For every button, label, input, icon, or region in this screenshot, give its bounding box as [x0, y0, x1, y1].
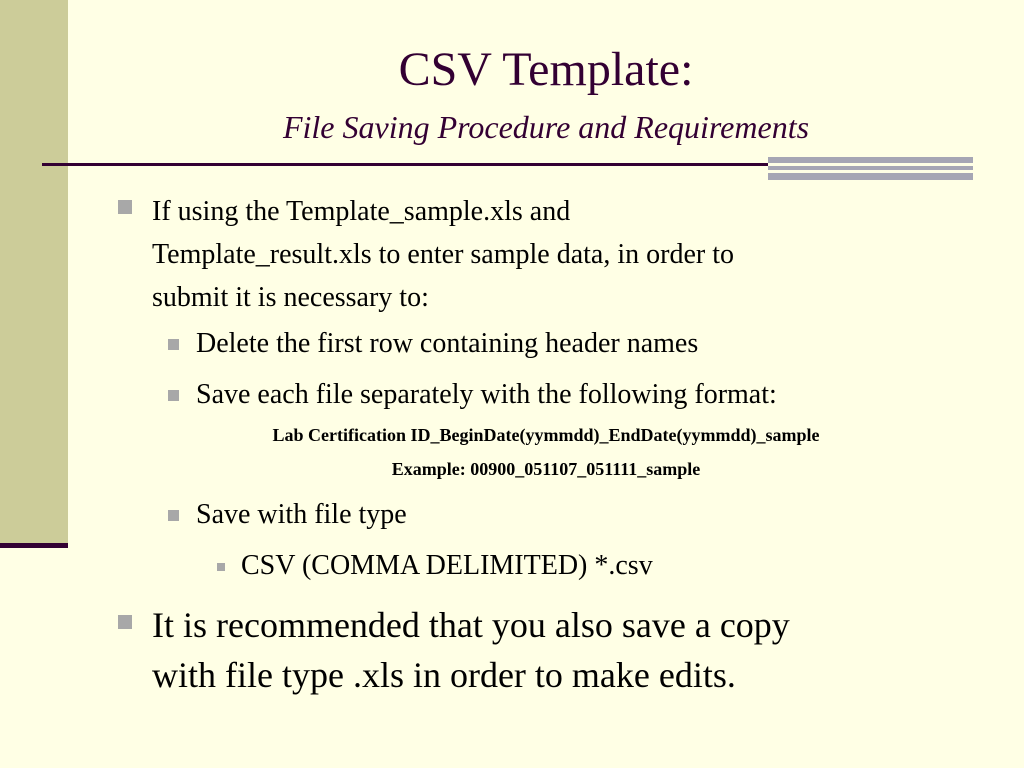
left-band-rule [0, 543, 68, 548]
sub-sub-bullet-text: CSV (COMMA DELIMITED) *.csv [241, 550, 653, 581]
bullet-line: with file type .xls in order to make edits. [152, 655, 736, 695]
square-bullet-icon [168, 390, 179, 401]
slide-title: CSV Template: [398, 43, 694, 96]
bullet-line: Template_result.xls to enter sample data, in order to [152, 239, 734, 270]
square-bullet-icon [168, 510, 179, 521]
decorative-bar [768, 166, 973, 170]
bullet-text [152, 600, 790, 700]
bullet-text [152, 190, 734, 319]
bullet-line: It is recommended that you also save a copy [152, 605, 790, 645]
sub-bullet-text: Save with file type [196, 499, 407, 530]
square-bullet-icon [168, 339, 179, 350]
bullet-line: submit it is necessary to: [152, 282, 429, 313]
example-line: Example: 00900_051107_051111_sample [391, 459, 701, 479]
square-bullet-icon [118, 200, 132, 214]
left-accent-band [0, 0, 68, 544]
square-bullet-icon [217, 563, 225, 571]
square-bullet-icon [118, 615, 132, 629]
bullet-line: If using the Template_sample.xls and [152, 196, 571, 227]
sub-bullet-text: Save each file separately with the following format: [196, 379, 777, 410]
decorative-bar [768, 173, 973, 180]
slide-subtitle: File Saving Procedure and Requirements [282, 109, 810, 145]
title-rule [42, 163, 768, 166]
sub-bullet-text: Delete the first row containing header names [196, 328, 699, 359]
decorative-bar [768, 157, 973, 163]
format-line: Lab Certification ID_BeginDate(yymmdd)_EndDate(yymmdd)_sample [272, 425, 820, 445]
